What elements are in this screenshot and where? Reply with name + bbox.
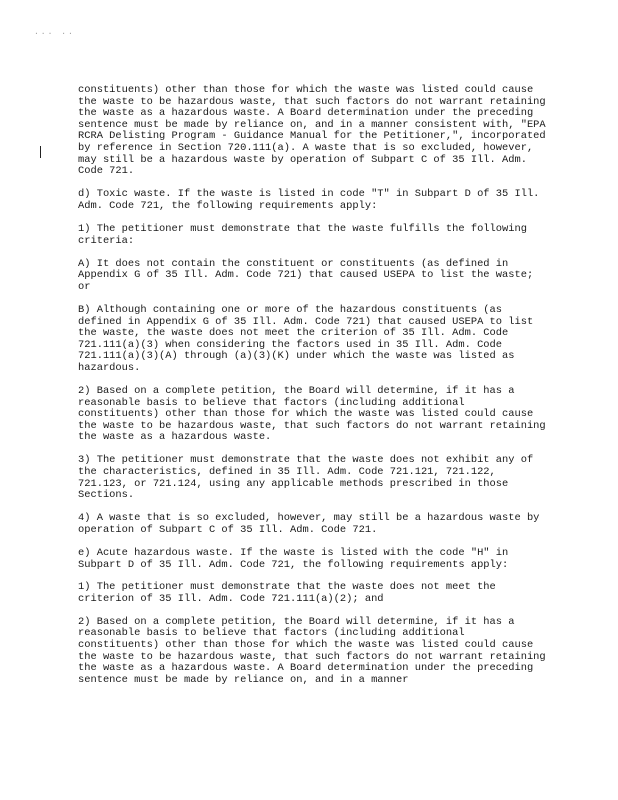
corner-mark: ... .. — [34, 28, 75, 37]
paragraph-d1-a: A) It does not contain the constituent or constituents (as defined in Appendix G of 35 Ill. Adm. Code 721) that caused USEPA to list the waste; or — [78, 257, 534, 293]
paragraph-d4: 4) A waste that is so excluded, however, may still be a hazardous waste by operation of Subpart C of 35 Ill. Adm. Code 721. — [78, 512, 540, 536]
paragraph-continuation: constituents) other than those for which the waste was listed could cause the waste to be hazardous waste, that such factors do not warrant retaining the waste as a hazardous waste. A Board determination under the preceding sentence must be made by reliance on, and in a manner consistent with, "EPA RCRA Delisting Program - Guidance Manual for the Petitioner,", incorporated by reference in Section 720.111(a). A waste that is so excluded, however, may still be a hazardous waste by operation of Subpart C of 35 Ill. Adm. Code 721. — [78, 84, 546, 178]
document-body — [78, 85, 548, 698]
paragraph-d2: 2) Based on a complete petition, the Board will determine, if it has a reasonable basis to believe that factors (including additional constituents) other than those for which the waste was listed could cause the waste to be hazardous waste, that such factors do not warrant retaining the waste as a hazardous waste. — [78, 384, 546, 444]
paragraph-d3: 3) The petitioner must demonstrate that the waste does not exhibit any of the characteristics, defined in 35 Ill. Adm. Code 721.121, 721.122, 721.123, or 721.124, using any applicable methods prescribed in those Sections. — [78, 454, 534, 502]
paragraph-e2: 2) Based on a complete petition, the Board will determine, if it has a reasonable basis to believe that factors (including additional constituents) other than those for which the waste was listed could cause the waste to be hazardous waste, that such factors do not warrant retaining the waste as a hazardous waste. A Board determination under the preceding sentence must be made by reliance on, and in a manner — [78, 615, 546, 686]
paragraph-d1: 1) The petitioner must demonstrate that the waste fulfills the following criteria: — [78, 222, 527, 247]
paragraph-e-acute-hazardous-waste: e) Acute hazardous waste. If the waste is listed with the code "H" in Subpart D of 35 Ill. Adm. Code 721, the following requirements apply: — [78, 547, 509, 571]
change-bar — [40, 146, 41, 158]
paragraph-e1: 1) The petitioner must demonstrate that the waste does not meet the criterion of 35 Ill. Adm. Code 721.111(a)(2); and — [78, 581, 496, 605]
paragraph-d1-b: B) Although containing one or more of the hazardous constituents (as defined in Appendix G of 35 Ill. Adm. Code 721) that caused USEPA to list the waste, the waste does not meet the criterion of 35 Ill. Adm. Code 721.111(a)(3) when considering the factors used in 35 Ill. Adm. Code 721.111(a)(3)(A) through (a)(3)(K) under which the waste was listed as hazardous. — [78, 303, 534, 374]
paragraph-d-toxic-waste: d) Toxic waste. If the waste is listed in code "T" in Subpart D of 35 Ill. Adm. Code 721, the following requirements apply: — [78, 188, 540, 212]
